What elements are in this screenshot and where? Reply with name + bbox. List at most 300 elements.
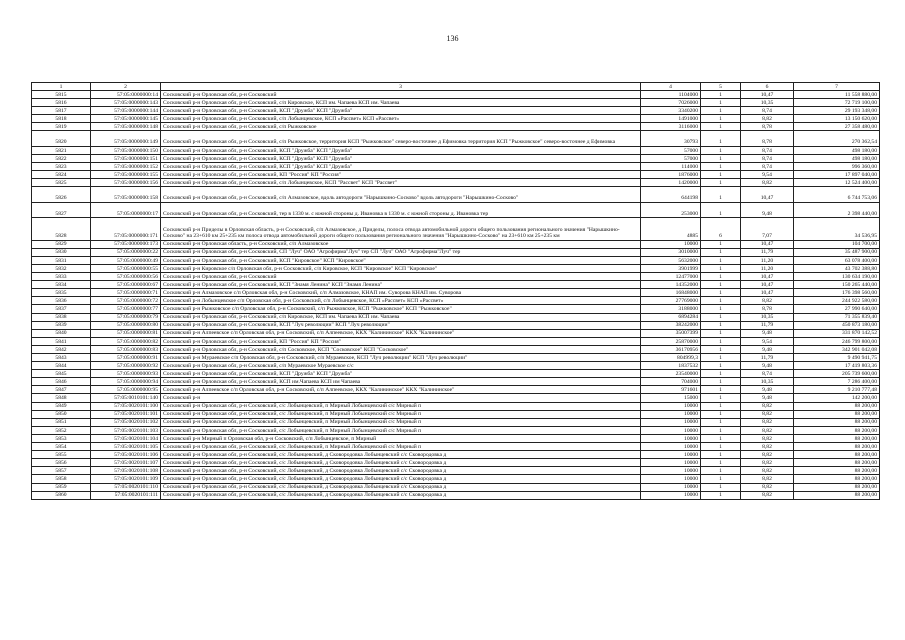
row-number-cell: 5856: [32, 459, 91, 467]
row-number-cell: 5841: [32, 337, 91, 345]
value-cell: 244 922 580,00: [794, 297, 880, 305]
quantity-cell: 1: [701, 281, 741, 289]
cadastral-number-cell: 57:05:0000000:82: [91, 337, 161, 345]
table-row: [32, 483, 880, 491]
row-number-cell: 5820: [32, 131, 91, 146]
row-number-cell: 5846: [32, 378, 91, 386]
table-row: [32, 475, 880, 483]
quantity-cell: 1: [701, 146, 741, 154]
cadastral-number-cell: 57:05:0000000:49: [91, 256, 161, 264]
value-cell: 27 990 640,00: [794, 305, 880, 313]
address-cell: Сосковский р-н Мирный п Орловская обл, р-н Сосковский, с/п Лобынцевское, п Мирный: [161, 434, 641, 442]
rate-cell: 10,47: [741, 187, 794, 202]
address-cell: Сосковский р-н Орловская обл, р-н Сосковский: [161, 273, 641, 281]
value-cell: 88 200,00: [794, 475, 880, 483]
address-cell: Сосковский р-н Орловская обл, р-н Сосковский, с/с Лобынцевский, д Сковородовка Лобынцевский с/с Сковородовка д: [161, 491, 641, 499]
rate-cell: 9,48: [741, 329, 794, 337]
address-cell: Сосковский р-н Орловская обл, р-н Сосковский, с/п Кировское, КСП им. Чапаева КСП им. Чапаева: [161, 99, 641, 107]
area-cell: 10000: [641, 402, 701, 410]
table-row: [32, 248, 880, 256]
rate-cell: 8,82: [741, 491, 794, 499]
cadastral-number-cell: 57:05:0020101:105: [91, 443, 161, 451]
row-number-cell: 5832: [32, 264, 91, 272]
area-cell: 10000: [641, 418, 701, 426]
rate-cell: 9,54: [741, 171, 794, 179]
quantity-cell: 1: [701, 264, 741, 272]
value-cell: 17 897 040,00: [794, 171, 880, 179]
cadastral-number-cell: 57:05:0000000:92: [91, 362, 161, 370]
value-cell: 342 901 042,08: [794, 345, 880, 353]
area-cell: 16848000: [641, 289, 701, 297]
table-row: [32, 354, 880, 362]
cadastral-number-cell: 57:05:0000000:156: [91, 179, 161, 187]
cadastral-number-cell: 57:05:0000000:81: [91, 329, 161, 337]
table-row: [32, 99, 880, 107]
address-cell: Сосковский р-н Орловская обл, р-н Сосковский, КСП "Луч революции" КСП "Луч революции": [161, 321, 641, 329]
rate-cell: 10,35: [741, 378, 794, 386]
area-cell: 27769000: [641, 297, 701, 305]
quantity-cell: 1: [701, 451, 741, 459]
address-cell: Сосковский р-н Орловская обл, р-н Сосковский, КСП "Кировское" КСП "Кировское": [161, 256, 641, 264]
cadastral-number-cell: 57:05:0000000:173: [91, 240, 161, 248]
cadastral-number-cell: 57:05:0000000:144: [91, 107, 161, 115]
area-cell: 971601: [641, 386, 701, 394]
rate-cell: 8,82: [741, 418, 794, 426]
address-cell: Сосковский р-н Орловская обл, р-н Сосковский, с/с Лобынцевский, д Сковородовка Лобынцевский с/с Сковородовка д: [161, 459, 641, 467]
row-number-cell: 5843: [32, 354, 91, 362]
area-cell: 35007399: [641, 329, 701, 337]
area-cell: 23540000: [641, 370, 701, 378]
rate-cell: 10,35: [741, 313, 794, 321]
table-row: [32, 240, 880, 248]
quantity-cell: 1: [701, 289, 741, 297]
area-cell: 253000: [641, 202, 701, 217]
address-cell: Сосковский р-н Орловская обл, р-н Сосковский, с/п Рыжковское: [161, 123, 641, 131]
area-cell: 3188000: [641, 305, 701, 313]
quantity-cell: 1: [701, 131, 741, 146]
cadastral-number-cell: 57:05:0000000:91: [91, 354, 161, 362]
row-number-cell: 5825: [32, 179, 91, 187]
rate-cell: 8,78: [741, 123, 794, 131]
address-cell: Сосковский р-н Орловская обл, р-н Сосковский, с/с Лобынцевский, п Мирный Лобынцевский с/с Мирный п: [161, 418, 641, 426]
value-cell: 88 200,00: [794, 434, 880, 442]
value-cell: 12 524 400,00: [794, 179, 880, 187]
quantity-cell: 1: [701, 378, 741, 386]
value-cell: 34 536,95: [794, 218, 880, 241]
rate-cell: 9,48: [741, 394, 794, 402]
value-cell: 176 398 560,00: [794, 289, 880, 297]
table-row: [32, 337, 880, 345]
area-cell: 7026000: [641, 99, 701, 107]
value-cell: 104 700,00: [794, 240, 880, 248]
address-cell: Сосковский р-н Орловская обл, р-н Сосковский, с/п Лобынцевское, КСП «Рассвет» КСП «Рассвет»: [161, 115, 641, 123]
area-cell: 15000: [641, 394, 701, 402]
address-cell: Сосковский р-н Орловская обл, р-н Сосковский, с/с Лобынцевский, п Мирный Лобынцевский с/с Мирный п: [161, 410, 641, 418]
quantity-cell: 1: [701, 240, 741, 248]
header-cell: 5: [701, 83, 741, 91]
area-cell: 36170956: [641, 345, 701, 353]
cadastral-number-cell: 57:05:0000000:95: [91, 386, 161, 394]
address-cell: Сосковский р-н Орловская обл, р-н Сосковский, КСП им.Чапаева КСП им Чапаева: [161, 378, 641, 386]
header-cell: 7: [794, 83, 880, 91]
row-number-cell: 5852: [32, 426, 91, 434]
table-row: [32, 264, 880, 272]
value-cell: 88 200,00: [794, 451, 880, 459]
cadastral-number-cell: 57:05:0020101:104: [91, 434, 161, 442]
area-cell: 12477000: [641, 273, 701, 281]
row-number-cell: 5834: [32, 281, 91, 289]
value-cell: 88 200,00: [794, 467, 880, 475]
cadastral-number-cell: 57:05:0000000:149: [91, 131, 161, 146]
value-cell: 29 193 348,00: [794, 107, 880, 115]
value-cell: 6 744 753,06: [794, 187, 880, 202]
rate-cell: 8,82: [741, 402, 794, 410]
row-number-cell: 5822: [32, 154, 91, 162]
table-row: [32, 107, 880, 115]
cadastral-number-cell: 57:05:0000000:79: [91, 313, 161, 321]
rate-cell: 9,48: [741, 202, 794, 217]
cadastral-number-cell: 57:05:0000000:71: [91, 289, 161, 297]
area-cell: 10000: [641, 240, 701, 248]
value-cell: 331 870 142,52: [794, 329, 880, 337]
table-row: [32, 386, 880, 394]
row-number-cell: 5828: [32, 218, 91, 241]
row-number-cell: 5826: [32, 187, 91, 202]
row-number-cell: 5833: [32, 273, 91, 281]
quantity-cell: 1: [701, 202, 741, 217]
area-cell: 10000: [641, 475, 701, 483]
quantity-cell: 1: [701, 491, 741, 499]
table-row: [32, 163, 880, 171]
rate-cell: 8,82: [741, 410, 794, 418]
header-row: [32, 83, 880, 91]
address-cell: Сосковский р-н Орловская обл, р-н Сосковский, КСП "Знамя Ленина" КСП "Знамя Ленина": [161, 281, 641, 289]
value-cell: 13 150 620,00: [794, 115, 880, 123]
table-row: [32, 256, 880, 264]
row-number-cell: 5858: [32, 475, 91, 483]
address-cell: Сосковский р-н Алмазовское с/п Орловская обл, р-н Сосковский, с/п Алмазовское, КНАП им. Суворова КНАП им. Суворова: [161, 289, 641, 297]
cadastral-number-cell: 57:05:0000000:67: [91, 281, 161, 289]
address-cell: Сосковский р-н Орловская обл, р-н Сосковский, с/с Лобынцевский, д Сковородовка Лобынцевский с/с Сковородовка д: [161, 483, 641, 491]
rate-cell: 8,78: [741, 305, 794, 313]
cadastral-number-cell: 57:05:0000000:83: [91, 345, 161, 353]
rate-cell: 9,48: [741, 345, 794, 353]
area-cell: 3340200: [641, 107, 701, 115]
rate-cell: 8,82: [741, 483, 794, 491]
area-cell: 6894284: [641, 313, 701, 321]
row-number-cell: 5821: [32, 146, 91, 154]
table-row: [32, 218, 880, 241]
rate-cell: 8,82: [741, 434, 794, 442]
address-cell: Сосковский р-н Орловская обл, р-н Сосковский, с/п Рыжковское, территория КСП "Рыжковское" северо-восточнее д Ефимовка территория КСП "Рыжковское" северо-восточнее д Ефимовка: [161, 131, 641, 146]
page-number: 136: [446, 34, 459, 43]
area-cell: 38242000: [641, 321, 701, 329]
quantity-cell: 1: [701, 467, 741, 475]
rate-cell: 8,74: [741, 163, 794, 171]
address-cell: Сосковский р-н Кировское с/п Орловская обл, р-н Сосковский, с/п Кировское, КСП "Кировское" КСП "Кировское": [161, 264, 641, 272]
table-row: [32, 305, 880, 313]
table-row: [32, 402, 880, 410]
value-cell: 996 360,00: [794, 163, 880, 171]
area-cell: 14352000: [641, 281, 701, 289]
table-row: [32, 313, 880, 321]
rate-cell: 8,82: [741, 115, 794, 123]
area-cell: 30793: [641, 131, 701, 146]
quantity-cell: 1: [701, 459, 741, 467]
value-cell: 88 200,00: [794, 443, 880, 451]
row-number-cell: 5854: [32, 443, 91, 451]
quantity-cell: 1: [701, 475, 741, 483]
quantity-cell: 6: [701, 218, 741, 241]
row-number-cell: 5842: [32, 345, 91, 353]
cadastral-number-cell: 57:05:0000000:77: [91, 305, 161, 313]
cadastral-number-cell: 57:05:0000000:94: [91, 378, 161, 386]
value-cell: 270 362,54: [794, 131, 880, 146]
address-cell: Сосковский р-н Рыжковское с/п Орловская обл, р-н Сосковский, с/п Рыжковское, КСП "Рыжковское" КСП "Рыжковское": [161, 305, 641, 313]
value-cell: 498 180,00: [794, 154, 880, 162]
cadastral-number-cell: 57:05:0000000:145: [91, 115, 161, 123]
address-cell: Сосковский р-н Орловская обл, р-н Сосковский, с/с Лобынцевский, д Сковородовка Лобынцевский с/с Сковородовка д: [161, 467, 641, 475]
cadastral-number-cell: 57:05:0000000:158: [91, 187, 161, 202]
value-cell: 72 719 100,00: [794, 99, 880, 107]
header-cell: 2: [91, 83, 161, 91]
value-cell: 246 799 800,00: [794, 337, 880, 345]
table-row: [32, 273, 880, 281]
rate-cell: 11,79: [741, 354, 794, 362]
cadastral-number-cell: 57:05:0000000:22: [91, 248, 161, 256]
cadastral-number-cell: 57:05:0000000:151: [91, 154, 161, 162]
rate-cell: 10,47: [741, 273, 794, 281]
cadastral-number-cell: 57:05:0020101:101: [91, 410, 161, 418]
area-cell: 10000: [641, 434, 701, 442]
quantity-cell: 1: [701, 273, 741, 281]
quantity-cell: 1: [701, 179, 741, 187]
table-row: [32, 370, 880, 378]
address-cell: Сосковский р-н Алпеевское с/п Орловская обл, р-н Сосковский, с/п Алпеевское, ККХ "Калининское" ККХ "Калининское": [161, 329, 641, 337]
area-cell: 114000: [641, 163, 701, 171]
value-cell: 17 419 803,36: [794, 362, 880, 370]
rate-cell: 8,82: [741, 475, 794, 483]
row-number-cell: 5818: [32, 115, 91, 123]
rate-cell: 10,47: [741, 289, 794, 297]
quantity-cell: 1: [701, 426, 741, 434]
quantity-cell: 1: [701, 345, 741, 353]
cadastral-number-cell: 57:05:0020101:109: [91, 475, 161, 483]
quantity-cell: 1: [701, 386, 741, 394]
cadastral-number-cell: 57:05:0010101:140: [91, 394, 161, 402]
cadastral-number-cell: 57:05:0000000:155: [91, 171, 161, 179]
address-cell: Сосковский р-н Орловская область, р-н Сосковский, с/п Алмазовское: [161, 240, 641, 248]
value-cell: 88 200,00: [794, 418, 880, 426]
table-row: [32, 187, 880, 202]
value-cell: 498 180,00: [794, 146, 880, 154]
area-cell: 3901999: [641, 264, 701, 272]
table-row: [32, 202, 880, 217]
address-cell: Сосковский р-н Орловская обл, р-н Сосковский, КСП "Дружба" КСП "Дружба": [161, 154, 641, 162]
quantity-cell: 1: [701, 370, 741, 378]
quantity-cell: 1: [701, 91, 741, 99]
rate-cell: 9,54: [741, 337, 794, 345]
rate-cell: 11,79: [741, 321, 794, 329]
address-cell: Сосковский р-н Орловская обл, р-н Сосковский, с/п Лобынцевское, КСП "Рассвет" КСП "Рассвет": [161, 179, 641, 187]
quantity-cell: 1: [701, 321, 741, 329]
cadastral-number-cell: 57:05:0000000:152: [91, 163, 161, 171]
quantity-cell: 1: [701, 154, 741, 162]
address-cell: Сосковский р-н Орловская обл, р-н Сосковский, КП "Россия" КП "Россия": [161, 337, 641, 345]
area-cell: 25870000: [641, 337, 701, 345]
address-cell: Сосковский р-н Орловская обл, р-н Сосковский, с/п Алмазовское, вдоль автодороги "Нарышкино-Сосково" вдоль автодороги "Нарышкино-Сосково": [161, 187, 641, 202]
table-row: [32, 321, 880, 329]
row-number-cell: 5836: [32, 297, 91, 305]
area-cell: 57000: [641, 146, 701, 154]
value-cell: 205 739 600,00: [794, 370, 880, 378]
value-cell: 71 355 839,40: [794, 313, 880, 321]
quantity-cell: 1: [701, 107, 741, 115]
quantity-cell: 1: [701, 329, 741, 337]
quantity-cell: 1: [701, 123, 741, 131]
quantity-cell: 1: [701, 313, 741, 321]
address-cell: Сосковский р-н Орловская обл, р-н Сосковский, тер в 1330 м. с южной стороны д. Ивановка в 1330 м. с южной стороны д. Ивановка тер: [161, 202, 641, 217]
quantity-cell: 1: [701, 305, 741, 313]
area-cell: 1420000: [641, 179, 701, 187]
row-number-cell: 5840: [32, 329, 91, 337]
value-cell: 88 200,00: [794, 491, 880, 499]
header-cell: 3: [161, 83, 641, 91]
row-number-cell: 5827: [32, 202, 91, 217]
table-row: [32, 451, 880, 459]
value-cell: 9 490 941,75: [794, 354, 880, 362]
rate-cell: 8,82: [741, 426, 794, 434]
row-number-cell: 5819: [32, 123, 91, 131]
rate-cell: 8,82: [741, 443, 794, 451]
rate-cell: 8,74: [741, 146, 794, 154]
table-row: [32, 459, 880, 467]
value-cell: 2 398 440,00: [794, 202, 880, 217]
quantity-cell: 1: [701, 297, 741, 305]
quantity-cell: 1: [701, 171, 741, 179]
table-row: [32, 179, 880, 187]
area-cell: 10000: [641, 451, 701, 459]
row-number-cell: 5829: [32, 240, 91, 248]
area-cell: 10000: [641, 410, 701, 418]
rate-cell: 7,07: [741, 218, 794, 241]
rate-cell: 8,78: [741, 131, 794, 146]
rate-cell: 10,47: [741, 91, 794, 99]
area-cell: 1876000: [641, 171, 701, 179]
address-cell: Сосковский р-н Лобынцевское с/п Орловская обл, р-н Сосковский, с/п Лобынцевское, КСП «Рассвет» КСП «Рассвет»: [161, 297, 641, 305]
address-cell: Сосковский р-н Орловская обл, р-н Сосковский, КСП "Дружба" КСП "Дружба": [161, 146, 641, 154]
area-cell: 3010000: [641, 248, 701, 256]
row-number-cell: 5845: [32, 370, 91, 378]
quantity-cell: 1: [701, 99, 741, 107]
table-row: [32, 394, 880, 402]
value-cell: 88 200,00: [794, 410, 880, 418]
area-cell: 704000: [641, 378, 701, 386]
rate-cell: 8,74: [741, 107, 794, 115]
area-cell: 57000: [641, 154, 701, 162]
row-number-cell: 5830: [32, 248, 91, 256]
cadastral-number-cell: 57:05:0000000:14: [91, 91, 161, 99]
row-number-cell: 5824: [32, 171, 91, 179]
rate-cell: 8,74: [741, 154, 794, 162]
table-row: [32, 467, 880, 475]
cadastral-number-cell: 57:05:0020101:108: [91, 467, 161, 475]
rate-cell: 8,82: [741, 179, 794, 187]
table-row: [32, 115, 880, 123]
address-cell: Сосковский р-н Орловская обл, р-н Сосковский, с/с Лобынцевский, п Мирный Лобынцевский с/с Мирный п: [161, 426, 641, 434]
address-cell: Сосковский р-н Орловская обл, р-н Сосковский, КСП "Дружба" КСП "Дружба": [161, 163, 641, 171]
area-cell: 10000: [641, 443, 701, 451]
table-body: [32, 91, 880, 500]
quantity-cell: 1: [701, 402, 741, 410]
cadastral-number-cell: 57:05:0000000:80: [91, 321, 161, 329]
row-number-cell: 5849: [32, 402, 91, 410]
area-cell: 10000: [641, 426, 701, 434]
table-row: [32, 171, 880, 179]
row-number-cell: 5860: [32, 491, 91, 499]
row-number-cell: 5857: [32, 467, 91, 475]
table-row: [32, 418, 880, 426]
row-number-cell: 5855: [32, 451, 91, 459]
row-number-cell: 5835: [32, 289, 91, 297]
header-cell: 4: [641, 83, 701, 91]
area-cell: 10000: [641, 459, 701, 467]
quantity-cell: 1: [701, 483, 741, 491]
area-cell: 5632000: [641, 256, 701, 264]
cadastral-number-cell: 57:05:0020101:111: [91, 491, 161, 499]
area-cell: 10000: [641, 491, 701, 499]
area-cell: 1837532: [641, 362, 701, 370]
value-cell: 35 487 900,00: [794, 248, 880, 256]
table-row: [32, 123, 880, 131]
table-row: [32, 154, 880, 162]
rate-cell: 8,82: [741, 459, 794, 467]
table-row: [32, 443, 880, 451]
quantity-cell: 1: [701, 362, 741, 370]
address-cell: Сосковский р-н Приделы в Орловская область, р-н Сосковский, с/п Алмазовское, д Приделы, полоса отвода автомобильной дороги общего пользования регионального значения "Нарышкино-Сосково" на 23+610 км 25+235 км полоса отвода автомобильной дороги общего пользования регионального значения "Нарышкино-Сосково" на 23+610 км 25+235 км: [161, 218, 641, 241]
quantity-cell: 1: [701, 256, 741, 264]
address-cell: Сосковский р-н Орловская обл, р-н Сосковский: [161, 91, 641, 99]
cadastral-number-cell: 57:05:0000000:93: [91, 370, 161, 378]
quantity-cell: 1: [701, 115, 741, 123]
area-cell: 1104000: [641, 91, 701, 99]
value-cell: 88 200,00: [794, 426, 880, 434]
area-cell: 804999,3: [641, 354, 701, 362]
area-cell: 10000: [641, 483, 701, 491]
cadastral-number-cell: 57:05:0000000:143: [91, 99, 161, 107]
cadastral-number-cell: 57:05:0000000:72: [91, 297, 161, 305]
cadastral-number-cell: 57:05:0000000:55: [91, 264, 161, 272]
address-cell: Сосковский р-н Орловская обл, р-н Сосковский, с/с Лобынцевский, д Сковородовка Лобынцевский с/с Сковородовка д: [161, 451, 641, 459]
address-cell: Сосковский р-н Мураевское с/п Орловская обл, р-н Сосковский, с/п Мураевское, КСП "Луч революции" КСП "Луч революции": [161, 354, 641, 362]
row-number-cell: 5851: [32, 418, 91, 426]
row-number-cell: 5848: [32, 394, 91, 402]
row-number-cell: 5816: [32, 99, 91, 107]
address-cell: Сосковский р-н Орловская обл, р-н Сосковский, КСП "Дружба" КСП "Дружба": [161, 370, 641, 378]
row-number-cell: 5850: [32, 410, 91, 418]
row-number-cell: 5853: [32, 434, 91, 442]
address-cell: Сосковский р-н Орловская обл, р-н Сосковский, СП "Луч" ОАО "Агрофирма"Луч" тер СП "Луч" ОАО "Агрофирма"Луч" тер: [161, 248, 641, 256]
cadastral-number-cell: 57:05:0020101:106: [91, 451, 161, 459]
area-cell: 10000: [641, 467, 701, 475]
rate-cell: 10,47: [741, 281, 794, 289]
row-number-cell: 5844: [32, 362, 91, 370]
cadastral-number-cell: 57:05:0020101:100: [91, 402, 161, 410]
value-cell: 130 634 190,00: [794, 273, 880, 281]
table-row: [32, 329, 880, 337]
row-number-cell: 5838: [32, 313, 91, 321]
address-cell: Сосковский р-н Алпеевское с/п Орловская обл, р-н Сосковский, с/п Алпеевское, ККХ "Калининское" ККХ "Калининское": [161, 386, 641, 394]
